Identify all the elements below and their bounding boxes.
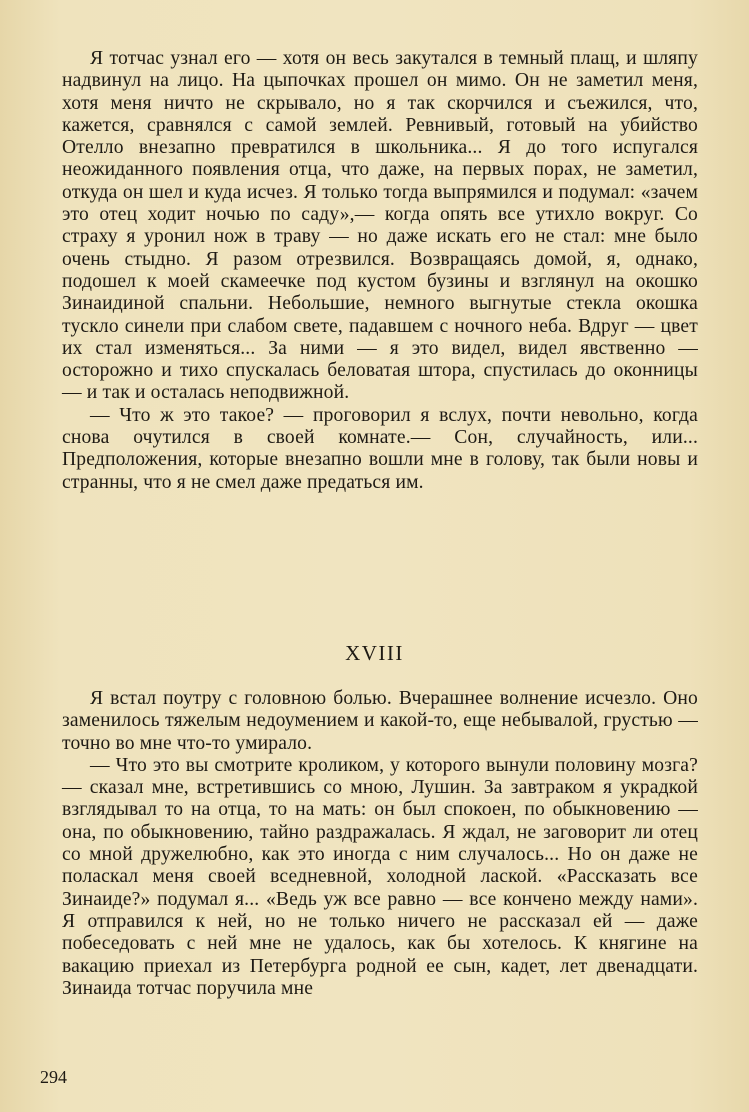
chapter-heading: XVIII [345, 641, 404, 665]
paragraph-lushin-breakfast: — Что это вы смотрите кроликом, у которого вынули половину мозга?— сказал мне, встретившись со мною, Лушин. За завтраком я украдкой взглядывал то на отца, то на мать: он был спокоен, по обыкновению — она, по обыкновению, тайно раздражалась. Я ждал, не заговорит ли отец со мной дружелюбно, как это иногда с ним случалось... Но он даже не поласкал меня своей вседневной, холодной лаской. «Рассказать все Зинаиде?» подумал я... «Ведь уж все равно — все кончено между нами». Я отправился к ней, но не только ничего не рассказал ей — даже побеседовать с ней мне не удалось, как бы хотелось. К княгине на вакацию приехал из Петербурга родной ее сын, кадет, лет двенадцати. Зинаида тотчас поручила мне [62, 754, 698, 999]
text-block-bottom [62, 688, 698, 1000]
paragraph-night-garden: Я тотчас узнал его — хотя он весь закутался в темный плащ, и шляпу надвинул на лицо. На цыпочках прошел он мимо. Он не заметил меня, хотя меня ничто не скрывало, но я так скорчился и съежился, что, кажется, сравнялся с самой землей. Ревнивый, готовый на убийство Отелло внезапно превратился в школьника... Я до того испугался неожиданного появления отца, что даже, на первых порах, не заметил, откуда он шел и куда исчез. Я только тогда выпрямился и подумал: «зачем это отец ходит ночью по саду»,— когда опять все утихло вокруг. Со страху я уронил нож в траву — но даже искать его не стал: мне было очень стыдно. Я разом отрезвился. Возвращаясь домой, я, однако, подошел к моей скамеечке под кустом бузины и взглянул на окошко Зинаидиной спальни. Небольшие, немного выгнутые стекла окошка тускло синели при слабом свете, падавшем с ночного неба. Вдруг — цвет их стал изменяться... За ними — я это видел, видел явственно — осторожно и тихо спускалась беловатая штора, спустилась до оконницы — и так и осталась неподвижной. [62, 48, 698, 404]
text-block-top [62, 48, 698, 494]
paragraph-what-is-this: — Что ж это такое? — проговорил я вслух, почти невольно, когда снова очутился в своей комнате.— Сон, случайность, или... Предположения, которые внезапно вошли мне в голову, так были новы и странны, что я не смел даже предаться им. [62, 404, 698, 493]
paragraph-morning-headache: Я встал поутру с головною болью. Вчерашнее волнение исчезло. Оно заменилось тяжелым недоумением и какой-то, еще небывалой, грустью — точно во мне что-то умирало. [62, 688, 698, 754]
page-number: 294 [40, 1067, 67, 1087]
